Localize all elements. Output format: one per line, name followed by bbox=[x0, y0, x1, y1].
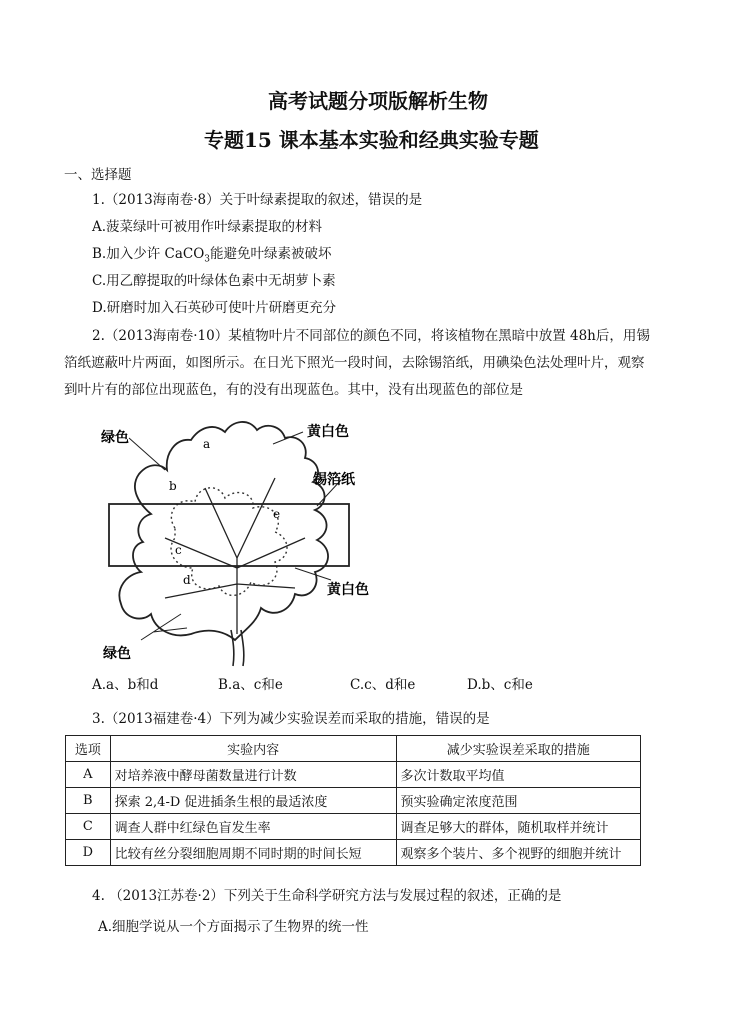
q1-option-a: A.菠菜绿叶可被用作叶绿素提取的材料 bbox=[92, 219, 323, 235]
tin-foil-band bbox=[109, 504, 349, 566]
cell-option: D bbox=[66, 840, 111, 866]
cell-content: 对培养液中酵母菌数量进行计数 bbox=[110, 762, 396, 788]
q3-stem: 3.（2013福建卷·4）下列为减少实验误差而采取的措施，错误的是 bbox=[92, 711, 490, 727]
doc-title: 高考试题分项版解析生物 bbox=[268, 89, 488, 113]
label-yellow-top: 黄白色 bbox=[307, 424, 349, 440]
q1-option-b-post: 能避免叶绿素被破坏 bbox=[210, 246, 332, 262]
cell-measure: 预实验确定浓度范围 bbox=[396, 788, 640, 814]
cell-content: 探索 2,4-D 促进插条生根的最适浓度 bbox=[110, 788, 396, 814]
header-option: 选项 bbox=[66, 736, 111, 762]
q1-option-c: C.用乙醇提取的叶绿体色素中无胡萝卜素 bbox=[92, 273, 336, 289]
cell-measure: 多次计数取平均值 bbox=[396, 762, 640, 788]
label-green-bottom: 绿色 bbox=[103, 646, 131, 662]
cell-measure: 调查足够大的群体，随机取样并统计 bbox=[396, 814, 640, 840]
q1-option-b bbox=[92, 242, 332, 265]
leaf-stem bbox=[231, 630, 244, 666]
letter-e: e bbox=[273, 507, 281, 521]
q1-stem: 1.（2013海南卷·8）关于叶绿素提取的叙述，错误的是 bbox=[92, 192, 423, 208]
q4-option-a: A.细胞学说从一个方面揭示了生物界的统一性 bbox=[98, 919, 369, 935]
cell-option: C bbox=[66, 814, 111, 840]
label-tin-foil: 锡箔纸 bbox=[313, 472, 355, 488]
table-row bbox=[66, 840, 641, 866]
cell-option: A bbox=[66, 762, 111, 788]
label-green-top: 绿色 bbox=[101, 430, 129, 446]
q1-option-b-pre: B.加入少许 CaCO bbox=[92, 246, 205, 262]
letter-c: c bbox=[175, 543, 182, 557]
q2-option-a: A.a、b和d bbox=[92, 677, 159, 693]
letter-a: a bbox=[203, 437, 211, 451]
leaf-figure bbox=[95, 408, 385, 668]
cell-content: 比较有丝分裂细胞周期不同时期的时间长短 bbox=[110, 840, 396, 866]
table-row bbox=[66, 762, 641, 788]
table-row bbox=[66, 814, 641, 840]
letter-d: d bbox=[183, 573, 191, 587]
q2-option-d: D.b、c和e bbox=[467, 677, 533, 693]
cell-option: B bbox=[66, 788, 111, 814]
doc-subtitle: 专题15 课本基本实验和经典实验专题 bbox=[204, 128, 539, 152]
q2-stem-line2: 箔纸遮蔽叶片两面，如图所示。在日光下照光一段时间，去除锡箔纸，用碘染色法处理叶片，观察 bbox=[64, 355, 645, 371]
q2-option-c: C.c、d和e bbox=[350, 677, 416, 693]
q2-stem-line1: 2.（2013海南卷·10）某植物叶片不同部位的颜色不同，将该植物在黑暗中放置 48h后，用锡 bbox=[92, 328, 650, 344]
label-yellow-bottom: 黄白色 bbox=[327, 582, 369, 598]
letter-b: b bbox=[169, 479, 177, 493]
cell-content: 调查人群中红绿色盲发生率 bbox=[110, 814, 396, 840]
q1-option-d: D.研磨时加入石英砂可使叶片研磨更充分 bbox=[92, 300, 337, 316]
pointer-lines bbox=[129, 432, 341, 640]
q1-option-b-sub: 3 bbox=[204, 254, 211, 265]
q2-stem-line3: 到叶片有的部位出现蓝色，有的没有出现蓝色。其中，没有出现蓝色的部位是 bbox=[64, 382, 523, 398]
q2-option-b: B.a、c和e bbox=[218, 677, 283, 693]
q3-table bbox=[65, 735, 641, 866]
header-content: 实验内容 bbox=[110, 736, 396, 762]
cell-measure: 观察多个装片、多个视野的细胞并统计 bbox=[396, 840, 640, 866]
q4-stem: 4. （2013江苏卷·2）下列关于生命科学研究方法与发展过程的叙述，正确的是 bbox=[92, 888, 562, 904]
leaf-outline bbox=[119, 422, 328, 640]
table-row bbox=[66, 788, 641, 814]
section-heading: 一、选择题 bbox=[64, 167, 132, 183]
table-header-row bbox=[66, 736, 641, 762]
header-measure: 减少实验误差采取的措施 bbox=[396, 736, 640, 762]
